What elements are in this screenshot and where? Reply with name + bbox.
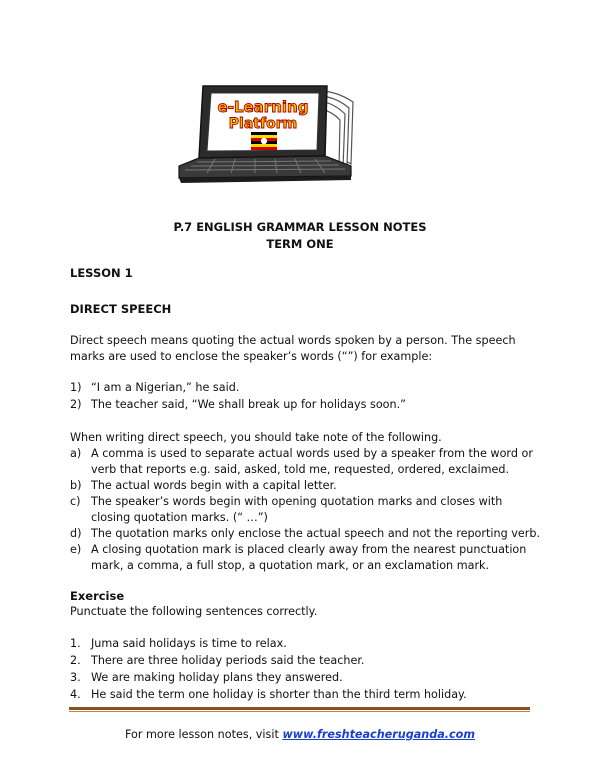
elearning-logo xyxy=(175,80,365,190)
exercise-marker: 3. xyxy=(70,671,81,684)
note-marker: d) xyxy=(70,527,82,540)
exercise-item xyxy=(70,636,540,652)
logo-text-line1: e-Learning xyxy=(217,98,309,116)
note-text: A closing quotation mark is placed clearly away from the nearest punctuation mark, a comma, a full stop, a quotation mark, or an exclamation mark. xyxy=(91,543,527,572)
term-title: TERM ONE xyxy=(266,237,334,251)
example-item xyxy=(70,380,540,396)
intro-paragraph: Direct speech means quoting the actual words spoken by a person. The speech marks are used to enclose the speaker’s words (“”) for example: xyxy=(70,334,516,363)
exercise-item xyxy=(70,687,540,703)
exercise-item xyxy=(70,653,540,669)
footer xyxy=(0,728,600,741)
example-marker: 1) xyxy=(70,381,82,394)
footer-text: For more lesson notes, visit xyxy=(124,728,279,741)
page-title: P.7 ENGLISH GRAMMAR LESSON NOTES xyxy=(173,220,427,234)
exercise-text: Juma said holidays is time to relax. xyxy=(91,637,287,650)
logo-text-line2: Platform xyxy=(228,116,298,132)
note-marker: c) xyxy=(70,495,81,508)
note-item xyxy=(70,542,540,574)
note-text: The quotation marks only enclose the actual speech and not the reporting verb. xyxy=(91,527,541,540)
exercise-marker: 2. xyxy=(70,654,81,667)
exercise-heading: Exercise xyxy=(70,589,125,603)
exercise-marker: 4. xyxy=(70,688,81,701)
exercise-item xyxy=(70,670,540,686)
note-marker: b) xyxy=(70,479,82,492)
footer-link[interactable]: www.freshteacheruganda.com xyxy=(282,728,476,741)
note-marker: e) xyxy=(70,543,82,556)
example-text: “I am a Nigerian,” he said. xyxy=(91,381,240,394)
note-text: A comma is used to separate actual words used by a speaker from the word or verb that reports e.g. said, asked, told me, requested, ordered, exclaimed. xyxy=(91,447,533,476)
uganda-flag-icon xyxy=(251,132,277,150)
footer-divider-thin xyxy=(69,711,530,712)
note-item xyxy=(70,478,540,494)
note-item xyxy=(70,446,540,478)
topic-heading: DIRECT SPEECH xyxy=(70,302,172,316)
exercise-text: We are making holiday plans they answered. xyxy=(91,671,343,684)
exercise-text: He said the term one holiday is shorter than the third term holiday. xyxy=(91,688,467,701)
exercise-instruction: Punctuate the following sentences correctly. xyxy=(70,605,318,618)
lesson-heading: LESSON 1 xyxy=(70,266,133,280)
note-text: The actual words begin with a capital letter. xyxy=(91,479,337,492)
note-item xyxy=(70,494,540,526)
note-item xyxy=(70,526,540,542)
notes-intro: When writing direct speech, you should take note of the following. xyxy=(70,431,442,444)
example-item xyxy=(70,397,540,413)
exercise-text: There are three holiday periods said the teacher. xyxy=(91,654,365,667)
note-marker: a) xyxy=(70,447,82,460)
example-text: The teacher said, “We shall break up for holidays soon.” xyxy=(91,398,406,411)
note-text: The speaker’s words begin with opening quotation marks and closes with closing quotation marks. (“ …”) xyxy=(91,495,503,524)
example-marker: 2) xyxy=(70,398,82,411)
exercise-marker: 1. xyxy=(70,637,81,650)
footer-divider xyxy=(69,707,530,710)
